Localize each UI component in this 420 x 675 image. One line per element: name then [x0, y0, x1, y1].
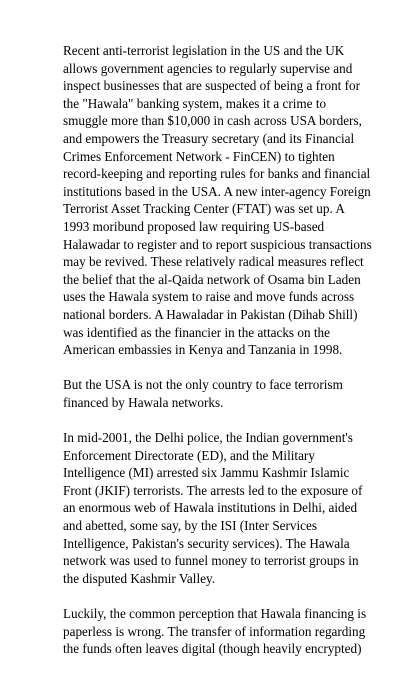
text-line: uses the Hawala system to raise and move funds across [63, 289, 355, 305]
text-line: Halawadar to register and to report suspicious transactions [63, 236, 372, 252]
text-line: inspect businesses that are suspected of being a front for [63, 78, 360, 94]
paragraph-legislation [63, 42, 372, 359]
text-line: paperless is wrong. The transfer of information regarding [63, 623, 366, 639]
text-line: Crimes Enforcement Network - FinCEN) to tighten [63, 148, 335, 164]
text-line: the disputed Kashmir Valley. [63, 570, 215, 586]
text-line: record-keeping and reporting rules for banks and financial [63, 166, 371, 182]
text-line: Front (JKIF) terrorists. The arrests led to the exposure of [63, 482, 363, 498]
text-line: and empowers the Treasury secretary (and its Financial [63, 130, 355, 146]
text-line: may be revived. These relatively radical measures reflect [63, 254, 364, 270]
text-line: American embassies in Kenya and Tanzania in 1998. [63, 342, 343, 358]
paragraph-usa-not-only [63, 376, 363, 411]
text-line: financed by Hawala networks. [63, 394, 224, 410]
text-line: institutions based in the USA. A new inter-agency Foreign [63, 183, 371, 199]
text-line: But the USA is not the only country to face terrorism [63, 377, 343, 393]
text-line: Terrorist Asset Tracking Center (FTAT) was set up. A [63, 201, 345, 217]
paragraph-paperless-perception [63, 605, 367, 658]
text-line: the funds often leaves digital (though heavily encrypted) [63, 641, 362, 657]
text-line: Recent anti-terrorist legislation in the US and the UK [63, 43, 345, 58]
text-line: the "Hawala" banking system, makes it a crime to [63, 95, 327, 111]
text-line: In mid-2001, the Delhi police, the Indian government's [63, 430, 353, 446]
text-line: smuggle more than $10,000 in cash across USA borders, [63, 113, 362, 129]
text-line: an enormous web of Hawala institutions in Delhi, aided [63, 500, 358, 516]
text-line: Intelligence (MI) arrested six Jammu Kashmir Islamic [63, 465, 350, 481]
text-line: network was used to funnel money to terrorist groups in [63, 553, 359, 569]
text-line: Enforcement Directorate (ED), and the Military [63, 447, 315, 463]
text-line: allows government agencies to regularly supervise and [63, 60, 353, 76]
document-page [63, 42, 372, 675]
text-line: and abetted, some say, by the ISI (Inter Services [63, 518, 318, 534]
text-line: the belief that the al-Qaida network of Osama bin Laden [63, 271, 361, 287]
text-line: 1993 moribund proposed law requiring US-based [63, 218, 325, 234]
text-line: was identified as the financier in the attacks on the [63, 324, 330, 340]
text-line: national borders. A Hawaladar in Pakistan (Dihab Shill) [63, 306, 358, 322]
text-line: Luckily, the common perception that Hawala financing is [63, 606, 367, 621]
paragraph-delhi-arrests [63, 429, 363, 587]
text-line: Intelligence, Pakistan's security services). The Hawala [63, 535, 350, 551]
